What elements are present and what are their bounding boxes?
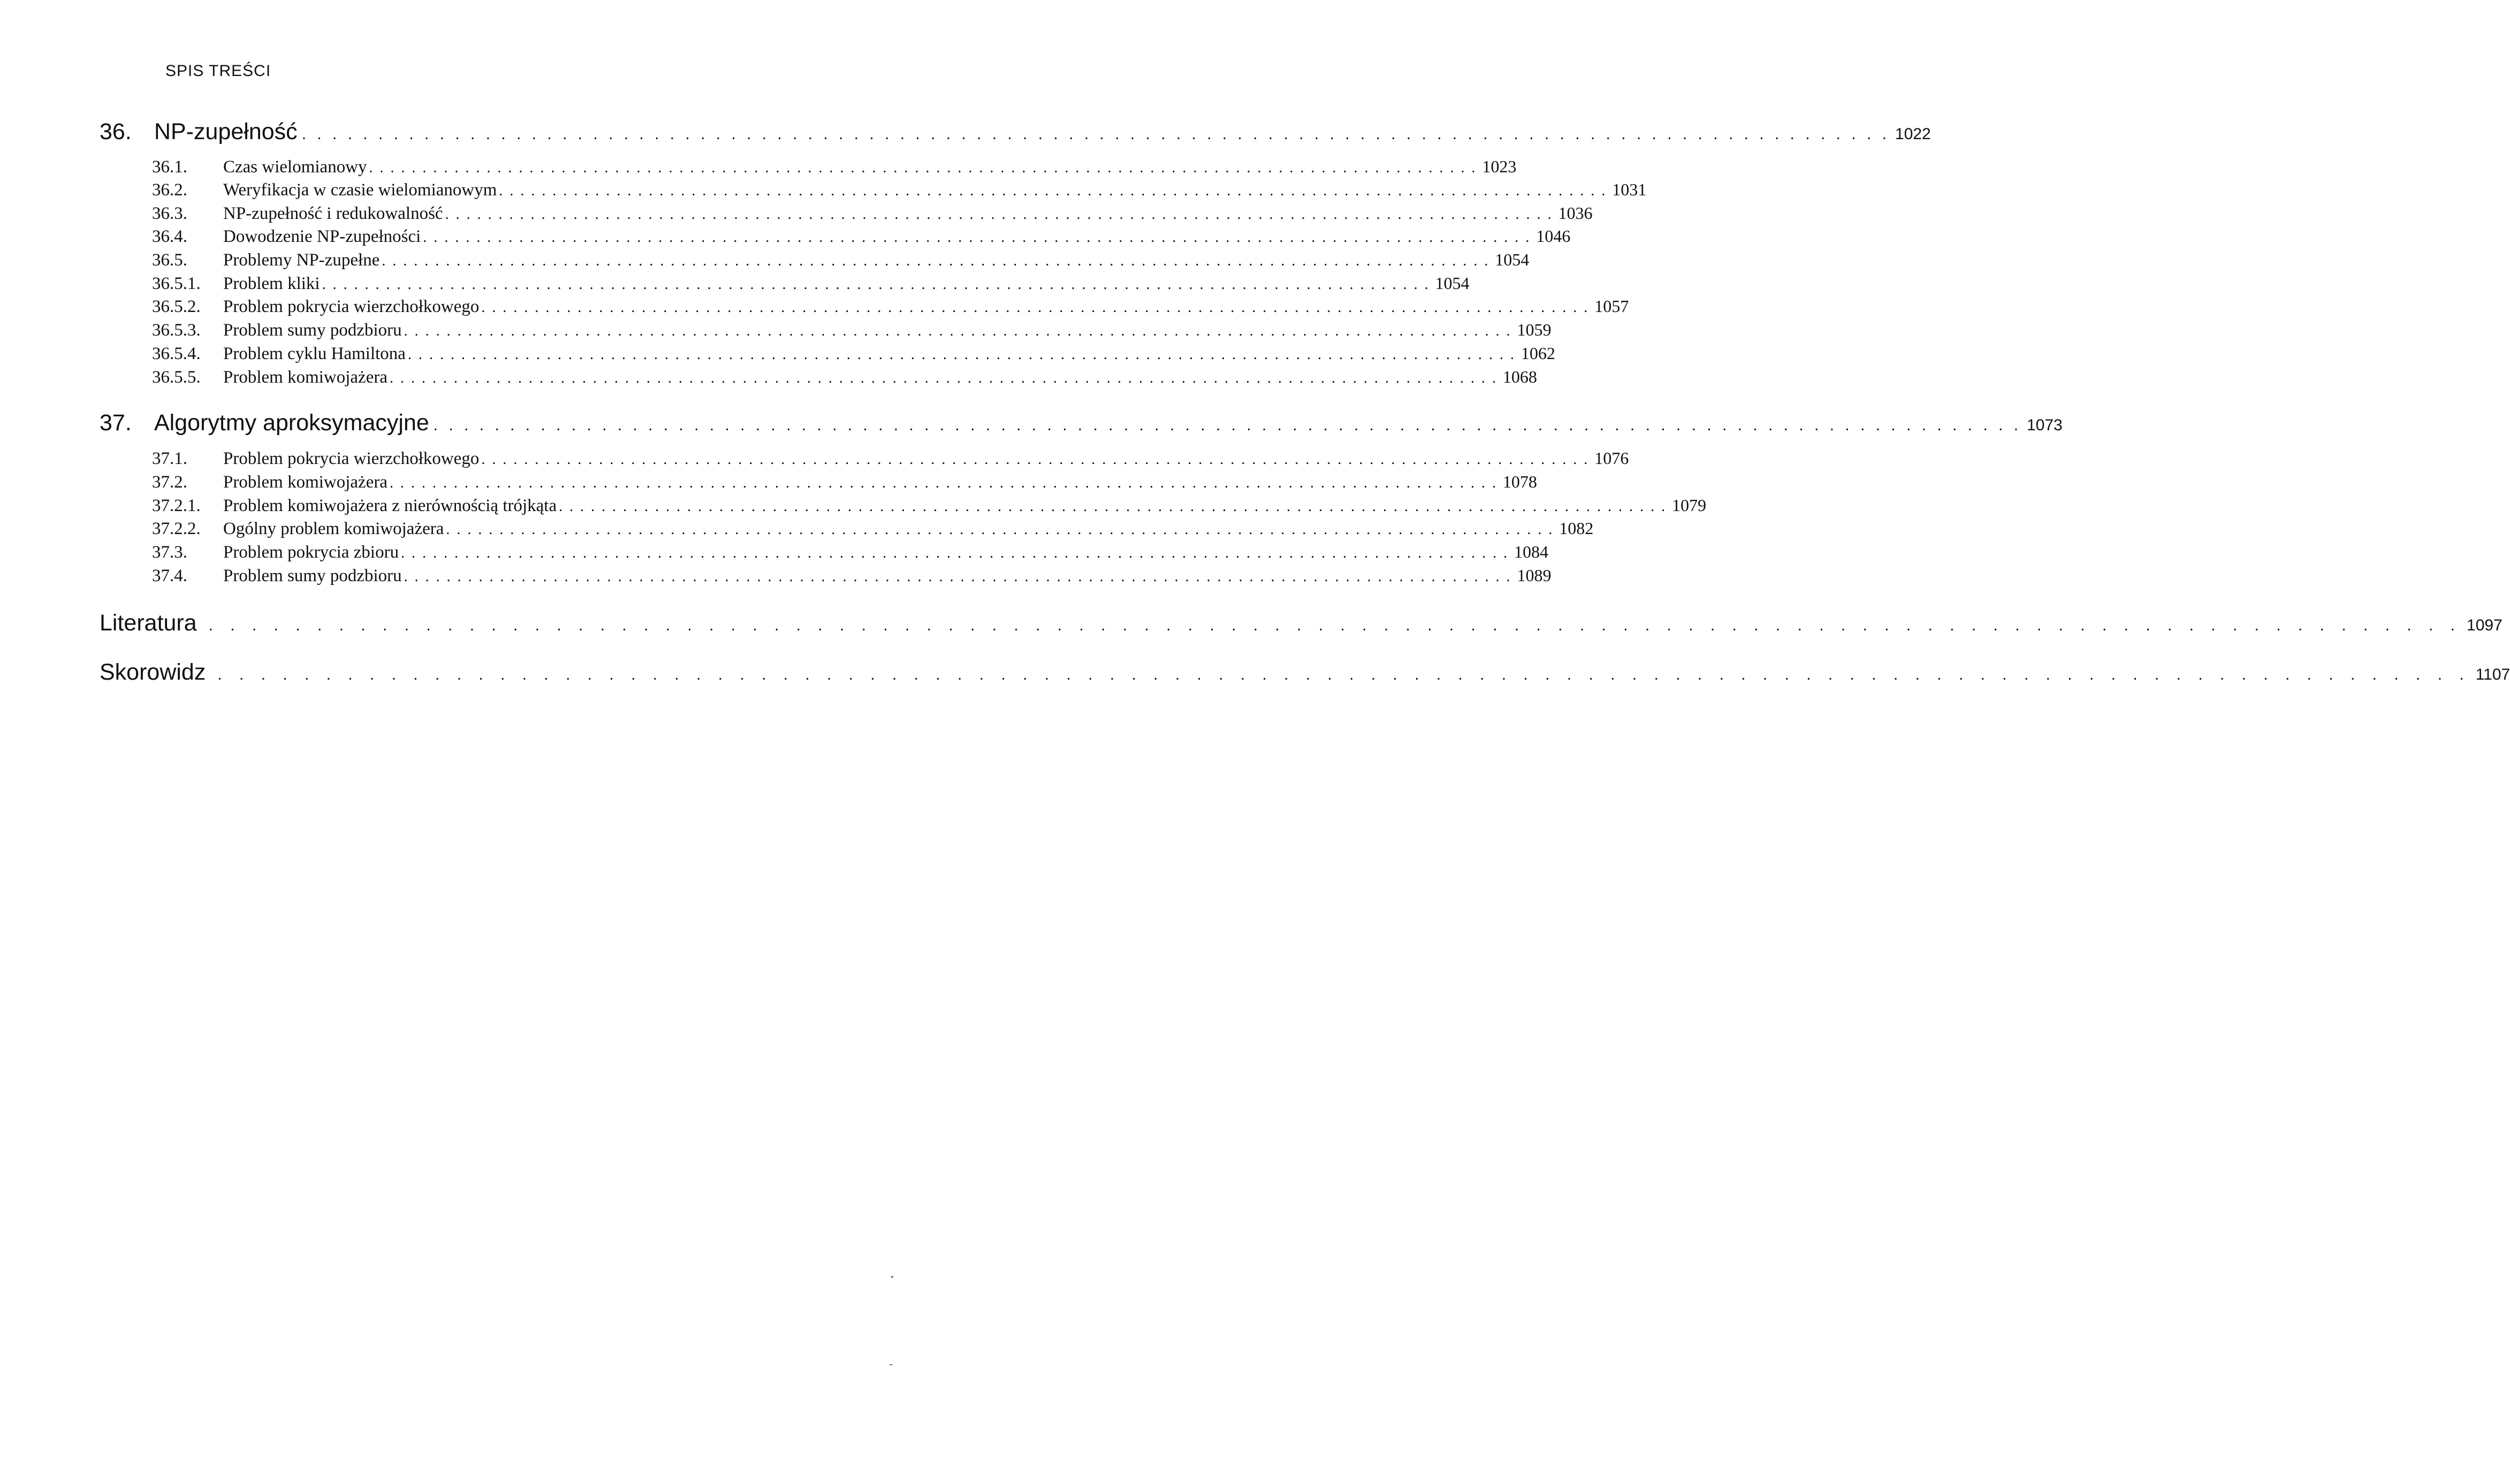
section-number: 36.1. (152, 157, 187, 177)
chapter-title: Algorytmy aproksymacyjne (154, 410, 429, 436)
dot-leader: . . . . . . . . . . . . . . . . . . . . . . . . . . . . . . . . . . . . . . . . . . . . . . . . . . . . . . . . . . . . . . . . . . . . . . . . . . . . . . . . . . . . . . . . . . . . . . . . . . . . . . . . (499, 182, 1607, 199)
page-number: 1097 (2467, 617, 2503, 634)
toc-section-37-2-1[interactable] (152, 496, 1707, 516)
backmatter-title: Skorowidz (100, 659, 206, 685)
toc-section-36-4[interactable] (152, 226, 1571, 247)
chapter-number: 36. (100, 119, 132, 144)
dot-leader: . . . . . . . . . . . . . . . . . . . . . . . . . . . . . . . . . . . . . . . . . . . . . . . . . . . . . . . . . . . . . . . . . . . . . . . . . . . . . . . . . . . . . . . . . . . . . . . . . . . . . . . . (446, 521, 1554, 538)
toc-section-36-5-3[interactable] (152, 320, 1551, 340)
toc-section-36-5-1[interactable] (152, 273, 1470, 294)
section-number: 36.5.1. (152, 274, 201, 293)
toc-section-36-1[interactable] (152, 157, 1517, 177)
section-title: Problem pokrycia wierzchołkowego (223, 297, 480, 316)
section-number: 36.5. (152, 250, 187, 270)
dot-leader: . . . . . . . . . . . . . . . . . . . . . . . . . . . . . . . . . . . . . . . . . . . . . . . . . . . . . . . . . . . . . . . . . . . . . . . . . . . . . . . . . . . . . . . . . . . . . . . . . . . . . . . . (433, 416, 2022, 434)
dot-leader: . . . . . . . . . . . . . . . . . . . . . . . . . . . . . . . . . . . . . . . . . . . . . . . . . . . . . . . . . . . . . . . . . . . . . . . . . . . . . . . . . . . . . . . . . . . . . . . . . . . . . . . . (404, 323, 1512, 339)
chapter-title: NP-zupełność (154, 119, 298, 144)
page-number: 1078 (1503, 472, 1537, 491)
section-number: 36.2. (152, 180, 187, 200)
dot-leader: . . . . . . . . . . . . . . . . . . . . . . . . . . . . . . . . . . . . . . . . . . . . . . . . . . . . . . . . . . . . . . . . . . . . . . . . . . . . . . . . . . . . . . . . . . . . . . . . . . . . . . . . (445, 206, 1553, 223)
backmatter-title: Literatura (100, 610, 197, 636)
section-title: Problem komiwojażera z nierównością trójkąta (223, 496, 557, 515)
toc-section-36-5-4[interactable] (152, 344, 1555, 364)
page-number: 1057 (1594, 296, 1629, 316)
section-number: 37.3. (152, 543, 187, 562)
section-number: 37.2.1. (152, 496, 201, 515)
section-number: 37.4. (152, 566, 187, 585)
section-number: 36.5.4. (152, 344, 201, 363)
dot-leader: . . . . . . . . . . . . . . . . . . . . . . . . . . . . . . . . . . . . . . . . . . . . . . . . . . . . . . . . . . . . . . . . . . . . . . . . . . . . . . . . . . . . . . . . . . . . . . . . . . . . . . . . (369, 159, 1477, 176)
dot-leader: . . . . . . . . . . . . . . . . . . . . . . . . . . . . . . . . . . . . . . . . . . . . . . . . . . . . . . . . . . . . . . . . . . . . . . . . . . . . . . . . . . . . . . . . . . . . . . . . . . . . . . . . (390, 475, 1497, 491)
section-title: Problemy NP-zupełne (223, 250, 380, 270)
page-number: 1022 (1895, 125, 1931, 143)
section-title: NP-zupełność i redukowalność (223, 204, 443, 223)
toc-section-37-2[interactable] (152, 472, 1537, 492)
section-title: Problem pokrycia wierzchołkowego (223, 449, 480, 468)
page-number: 1073 (2027, 416, 2063, 434)
dot-leader: . . . . . . . . . . . . . . . . . . . . . . . . . . . . . . . . . . . . . . . . . . . . . . . . . . . . . . . . . . . . . . . . . . . . . . . . . . . . . . . . . . . . . . . . . . . . . . . . . . . . . . . . (407, 346, 1516, 363)
section-number: 36.4. (152, 227, 187, 246)
section-title: Problem komiwojażera (223, 368, 387, 387)
toc-skorowidz[interactable] (100, 659, 2510, 686)
scan-speck (891, 1276, 893, 1278)
section-number: 36.3. (152, 204, 187, 223)
dot-leader: . . . . . . . . . . . . . . . . . . . . . . . . . . . . . . . . . . . . . . . . . . . . . . . . . . . . . . . . . . . . . . . . . . . . . . . . . . . . . . . . . . . . . . . . . . . . . . . . . . . . . . . . (481, 299, 1589, 316)
page-number: 1089 (1517, 566, 1551, 585)
scan-speck (889, 1364, 893, 1365)
dot-leader: . . . . . . . . . . . . . . . . . . . . . . . . . . . . . . . . . . . . . . . . . . . . . . . . . . . . . . . . . . . . . . . . . . . . . . . . . . . . . . . . . . . . . . . . . . . . . . . . . . . . . . . . (404, 568, 1512, 585)
chapter-number: 37. (100, 410, 132, 436)
page-number: 1046 (1536, 226, 1571, 246)
dot-leader: . . . . . . . . . . . . . . . . . . . . . . . . . . . . . . . . . . . . . . . . . . . . . . . . . . . . . . . . . . . . . . . . . . . . . . . . . . . . . . . . . . . . . . . . . . . . . . . . . . . . . . . . (559, 498, 1667, 515)
toc-section-37-4[interactable] (152, 566, 1551, 586)
toc-chapter-36[interactable] (100, 119, 1931, 145)
toc-section-36-5[interactable] (152, 250, 1530, 270)
dot-leader: . . . . . . . . . . . . . . . . . . . . . . . . . . . . . . . . . . . . . . . . . . . . . . . . . . . . . . . . . . . . . . . . . . . . . . . . . . . . . . . . . . . . . . . . . . . . . . . . . . . . . . . . (382, 253, 1490, 269)
dot-leader: . . . . . . . . . . . . . . . . . . . . . . . . . . . . . . . . . . . . . . . . . . . . . . . . . . . . . . . . . . . . . . . . . . . . . . . . . . . . . . . . . . . . . . . . . . . . . . . . . . . . . . . . (208, 617, 2462, 634)
toc-section-36-3[interactable] (152, 203, 1593, 224)
section-number: 37.2.2. (152, 519, 201, 538)
page-number: 1023 (1482, 157, 1517, 176)
toc-section-36-5-5[interactable] (152, 367, 1537, 387)
section-title: Problem kliki (223, 274, 320, 293)
dot-leader: . . . . . . . . . . . . . . . . . . . . . . . . . . . . . . . . . . . . . . . . . . . . . . . . . . . . . . . . . . . . . . . . . . . . . . . . . . . . . . . . . . . . . . . . . . . . . . . . . . . . . . . . (301, 125, 1890, 143)
dot-leader: . . . . . . . . . . . . . . . . . . . . . . . . . . . . . . . . . . . . . . . . . . . . . . . . . . . . . . . . . . . . . . . . . . . . . . . . . . . . . . . . . . . . . . . . . . . . . . . . . . . . . . . . (390, 370, 1497, 386)
dot-leader: . . . . . . . . . . . . . . . . . . . . . . . . . . . . . . . . . . . . . . . . . . . . . . . . . . . . . . . . . . . . . . . . . . . . . . . . . . . . . . . . . . . . . . . . . . . . . . . . . . . . . . . . (481, 451, 1589, 468)
section-title: Problem pokrycia zbioru (223, 543, 399, 562)
section-title: Ogólny problem komiwojażera (223, 519, 444, 538)
dot-leader: . . . . . . . . . . . . . . . . . . . . . . . . . . . . . . . . . . . . . . . . . . . . . . . . . . . . . . . . . . . . . . . . . . . . . . . . . . . . . . . . . . . . . . . . . . . . . . . . . . . . . . . . (217, 666, 2470, 683)
page-number: 1079 (1672, 496, 1707, 515)
section-title: Weryfikacja w czasie wielomianowym (223, 180, 497, 200)
dot-leader: . . . . . . . . . . . . . . . . . . . . . . . . . . . . . . . . . . . . . . . . . . . . . . . . . . . . . . . . . . . . . . . . . . . . . . . . . . . . . . . . . . . . . . . . . . . . . . . . . . . . . . . . (322, 276, 1430, 293)
toc-section-37-3[interactable] (152, 542, 1549, 562)
section-title: Problem sumy podzbioru (223, 321, 402, 340)
toc-literatura[interactable] (100, 610, 2503, 636)
toc-section-37-2-2[interactable] (152, 519, 1594, 539)
dot-leader: . . . . . . . . . . . . . . . . . . . . . . . . . . . . . . . . . . . . . . . . . . . . . . . . . . . . . . . . . . . . . . . . . . . . . . . . . . . . . . . . . . . . . . . . . . . . . . . . . . . . . . . . (401, 545, 1509, 561)
page-number: 1076 (1594, 448, 1629, 468)
toc-section-36-5-2[interactable] (152, 296, 1629, 317)
toc-section-36-2[interactable] (152, 180, 1647, 200)
page-number: 1054 (1435, 273, 1470, 293)
section-title: Dowodzenie NP-zupełności (223, 227, 421, 246)
section-number: 36.5.3. (152, 321, 201, 340)
section-number: 36.5.5. (152, 368, 201, 387)
section-title: Czas wielomianowy (223, 157, 367, 177)
running-head: SPIS TREŚCI (165, 62, 271, 80)
page-number: 1031 (1612, 180, 1647, 199)
page-number: 1068 (1503, 367, 1537, 386)
page-number: 1084 (1514, 542, 1549, 561)
section-number: 36.5.2. (152, 297, 201, 316)
page-number: 1107 (2475, 666, 2510, 683)
section-number: 37.1. (152, 449, 187, 468)
page-number: 1082 (1559, 519, 1594, 538)
section-number: 37.2. (152, 473, 187, 492)
page-number: 1059 (1517, 320, 1551, 339)
page-number: 1062 (1520, 344, 1555, 363)
section-title: Problem cyklu Hamiltona (223, 344, 406, 363)
page-number: 1036 (1558, 203, 1593, 223)
page-number: 1054 (1495, 250, 1530, 269)
section-title: Problem komiwojażera (223, 473, 387, 492)
toc-chapter-37[interactable] (100, 410, 2063, 436)
dot-leader: . . . . . . . . . . . . . . . . . . . . . . . . . . . . . . . . . . . . . . . . . . . . . . . . . . . . . . . . . . . . . . . . . . . . . . . . . . . . . . . . . . . . . . . . . . . . . . . . . . . . . . . . (423, 229, 1531, 246)
section-title: Problem sumy podzbioru (223, 566, 402, 585)
toc-section-37-1[interactable] (152, 448, 1629, 469)
